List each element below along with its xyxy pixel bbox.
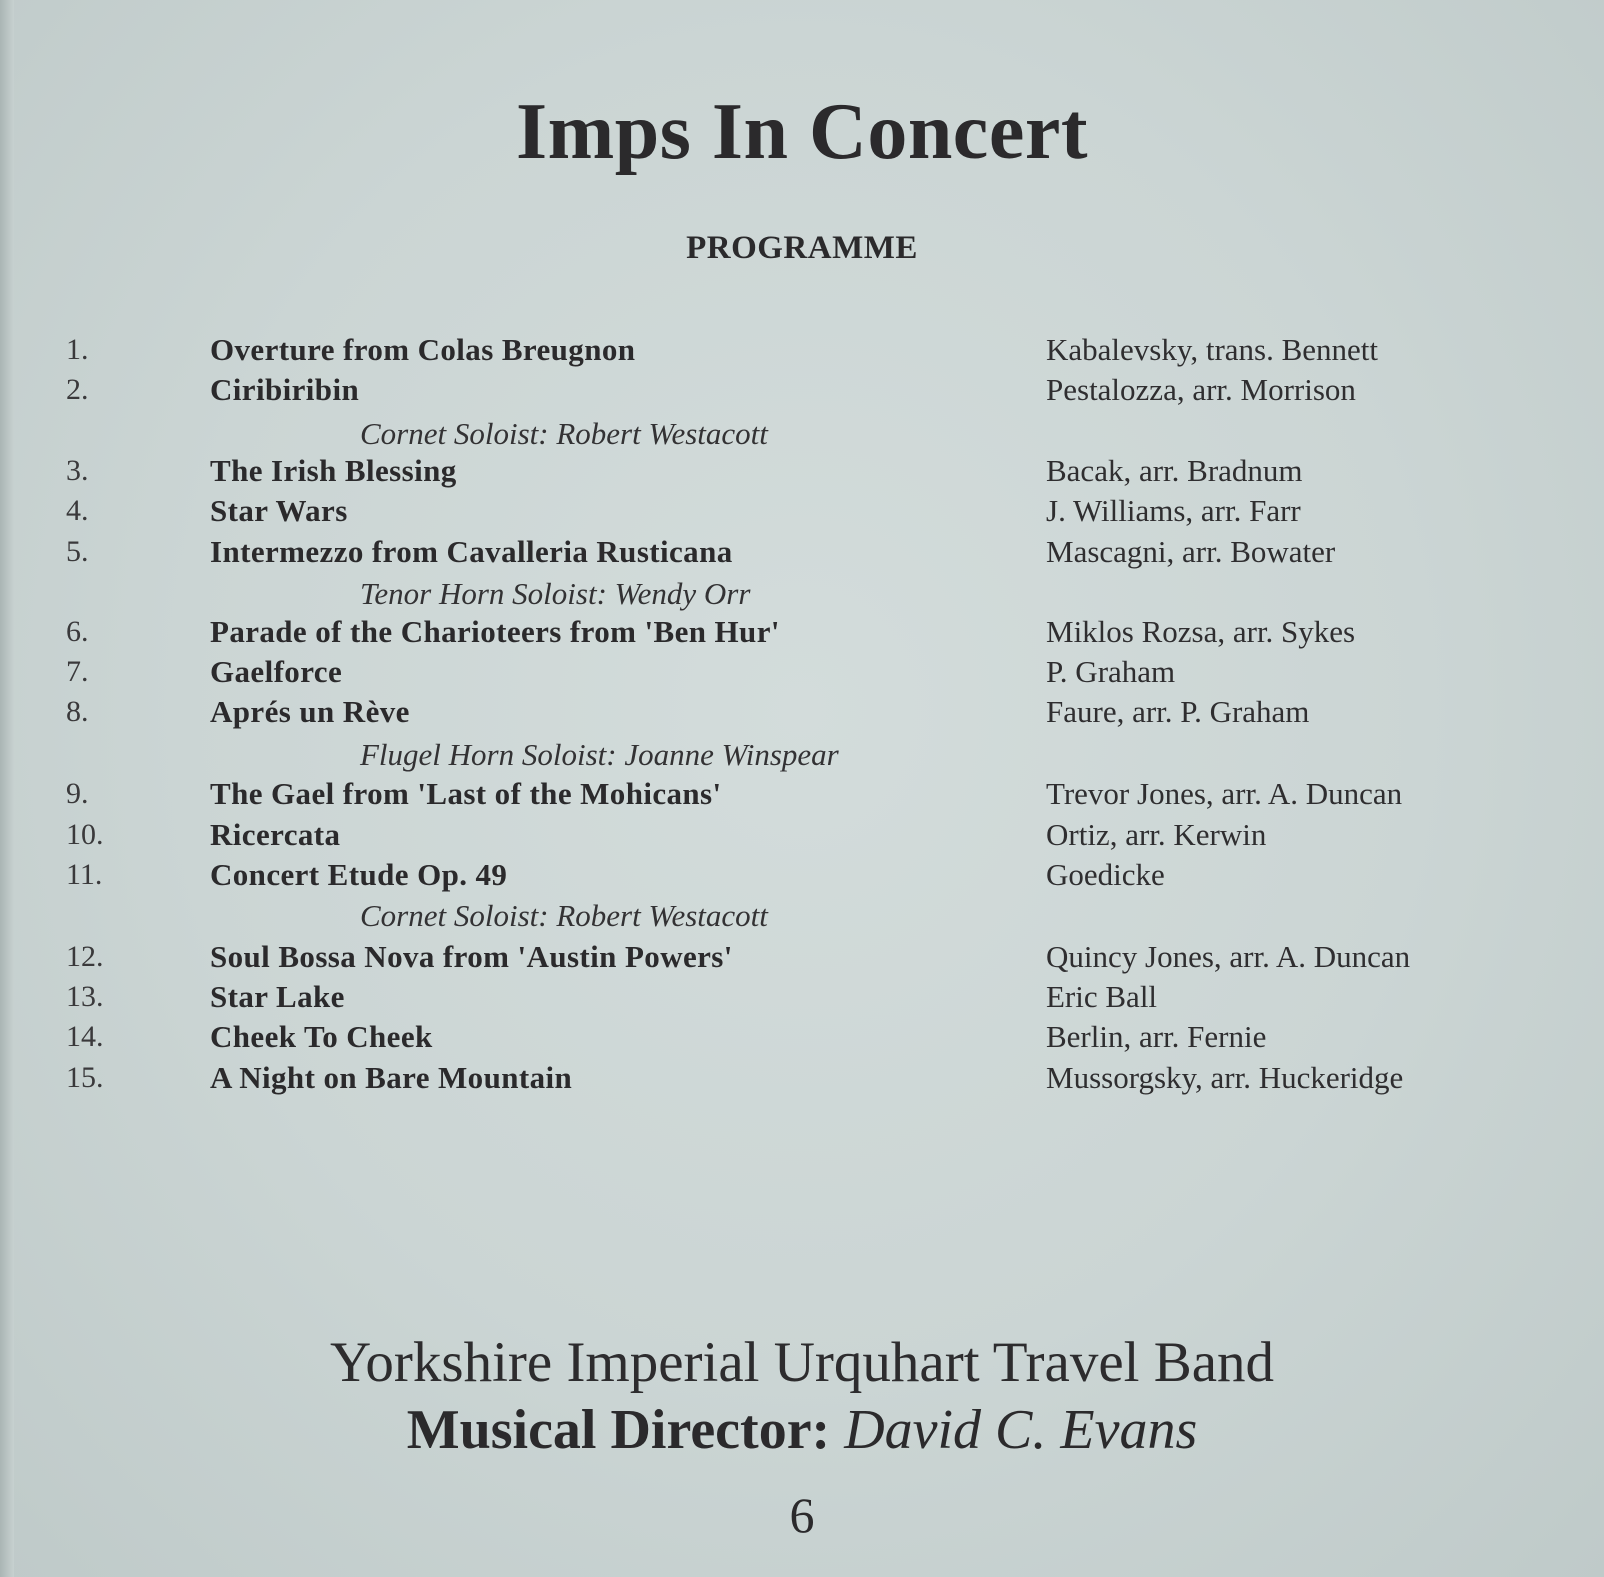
composer-credit: Bacak, arr. Bradnum <box>1046 453 1303 488</box>
item-number: 14. <box>66 1020 104 1053</box>
programme-item <box>0 1058 1604 1098</box>
musical-director-line <box>0 1400 1604 1462</box>
piece-title: Soul Bossa Nova from 'Austin Powers' <box>210 939 733 974</box>
item-number: 10. <box>66 818 104 851</box>
item-number: 9. <box>66 777 89 810</box>
item-number: 7. <box>66 655 89 688</box>
item-number: 4. <box>66 494 89 527</box>
piece-title: Cheek To Cheek <box>210 1019 433 1054</box>
programme-item <box>0 774 1604 814</box>
item-number: 3. <box>66 454 89 487</box>
programme-item <box>0 977 1604 1017</box>
piece-title: Gaelforce <box>210 654 343 689</box>
composer-credit: Berlin, arr. Fernie <box>1046 1019 1267 1054</box>
programme-item <box>0 855 1604 895</box>
composer-credit: Faure, arr. P. Graham <box>1046 694 1310 729</box>
piece-title: The Irish Blessing <box>210 453 457 488</box>
composer-credit: Trevor Jones, arr. A. Duncan <box>1046 776 1403 811</box>
programme-heading: PROGRAMME <box>686 230 918 266</box>
director-name: David C. Evans <box>844 1399 1198 1461</box>
soloist-credit: Flugel Horn Soloist: Joanne Winspear <box>360 737 839 772</box>
programme-item <box>0 532 1604 572</box>
item-number: 8. <box>66 695 89 728</box>
item-number: 2. <box>66 373 89 406</box>
piece-title: Star Wars <box>210 493 348 528</box>
soloist-line <box>0 735 1604 775</box>
soloist-credit: Tenor Horn Soloist: Wendy Orr <box>360 576 751 611</box>
composer-credit: Miklos Rozsa, arr. Sykes <box>1046 614 1356 649</box>
item-number: 13. <box>66 980 104 1013</box>
programme-item <box>0 612 1604 652</box>
programme-item <box>0 491 1604 531</box>
item-number: 11. <box>66 858 103 891</box>
item-number: 15. <box>66 1061 104 1094</box>
page-title: Imps In Concert <box>516 88 1088 176</box>
piece-title: Concert Etude Op. 49 <box>210 857 508 892</box>
soloist-credit: Cornet Soloist: Robert Westacott <box>360 416 768 451</box>
programme-item <box>0 451 1604 491</box>
soloist-line <box>0 414 1604 454</box>
composer-credit: P. Graham <box>1046 654 1176 689</box>
programme-item <box>0 1017 1604 1057</box>
composer-credit: Goedicke <box>1046 857 1165 892</box>
programme-item <box>0 652 1604 692</box>
piece-title: Overture from Colas Breugnon <box>210 332 636 367</box>
composer-credit: Eric Ball <box>1046 979 1158 1014</box>
piece-title: The Gael from 'Last of the Mohicans' <box>210 776 722 811</box>
director-label: Musical Director: <box>406 1399 831 1461</box>
soloist-credit: Cornet Soloist: Robert Westacott <box>360 898 768 933</box>
piece-title: A Night on Bare Mountain <box>210 1060 573 1095</box>
piece-title: Star Lake <box>210 979 345 1014</box>
piece-title: Intermezzo from Cavalleria Rusticana <box>210 534 733 569</box>
composer-credit: Kabalevsky, trans. Bennett <box>1046 332 1379 367</box>
piece-title: Ciribiribin <box>210 372 360 407</box>
programme-item <box>0 330 1604 370</box>
composer-credit: Pestalozza, arr. Morrison <box>1046 372 1356 407</box>
item-number: 6. <box>66 615 89 648</box>
piece-title: Ricercata <box>210 817 341 852</box>
piece-title: Parade of the Charioteers from 'Ben Hur' <box>210 614 780 649</box>
composer-credit: Mussorgsky, arr. Huckeridge <box>1046 1060 1404 1095</box>
programme-item <box>0 370 1604 410</box>
band-name: Yorkshire Imperial Urquhart Travel Band <box>329 1331 1275 1394</box>
item-number: 12. <box>66 940 104 973</box>
piece-title: Aprés un Rève <box>210 694 410 729</box>
composer-credit: Ortiz, arr. Kerwin <box>1046 817 1267 852</box>
programme-item <box>0 937 1604 977</box>
composer-credit: Mascagni, arr. Bowater <box>1046 534 1336 569</box>
page-number: 6 <box>789 1487 815 1543</box>
composer-credit: J. Williams, arr. Farr <box>1046 493 1301 528</box>
item-number: 5. <box>66 535 89 568</box>
programme-item <box>0 692 1604 732</box>
composer-credit: Quincy Jones, arr. A. Duncan <box>1046 939 1411 974</box>
soloist-line <box>0 574 1604 614</box>
soloist-line <box>0 896 1604 936</box>
programme-item <box>0 815 1604 855</box>
item-number: 1. <box>66 333 89 366</box>
